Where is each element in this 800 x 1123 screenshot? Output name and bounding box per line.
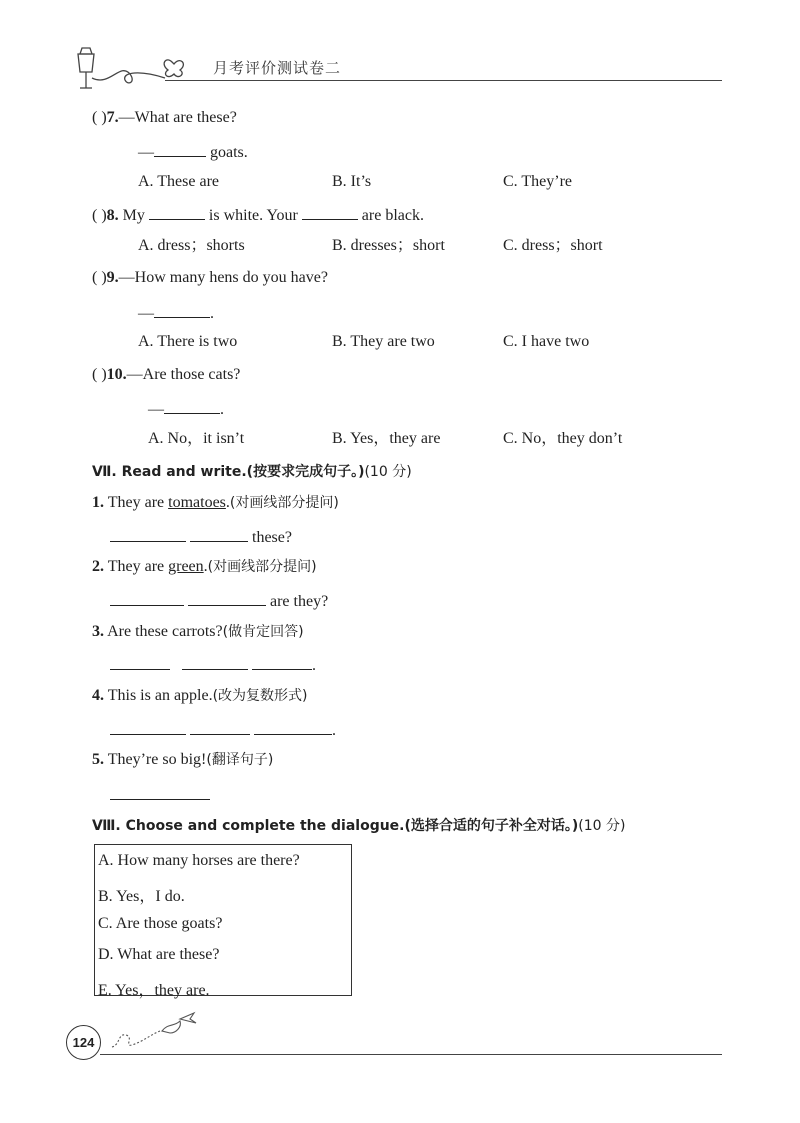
question-10-answer-line: — .: [148, 401, 224, 418]
q8-option-a[interactable]: A. dress；shorts: [138, 237, 245, 254]
dialogue-options-box: [94, 844, 352, 999]
question-number: 10.: [106, 366, 127, 383]
s7-item-3: 3. Are these carrots?(做肯定回答): [92, 623, 304, 640]
s7-item-4-answer: .: [110, 721, 336, 739]
section-7-heading: Ⅶ. Read and write.(按要求完成句子。)(10 分): [92, 464, 412, 480]
answer-blank[interactable]: [252, 656, 312, 670]
q9-option-c[interactable]: C. I have two: [503, 333, 590, 350]
answer-blank[interactable]: [149, 206, 205, 220]
answer-paren: ( ): [92, 366, 107, 383]
dialogue-option-a[interactable]: A. How many horses are there?: [98, 852, 300, 869]
question-7: [92, 110, 237, 126]
answer-blank[interactable]: [110, 786, 210, 800]
s7-item-2-answer: are they?: [110, 592, 328, 610]
header-divider: [165, 80, 722, 81]
section-8-heading: Ⅷ. Choose and complete the dialogue.(选择合适的句子补全对话。)(10 分): [92, 818, 626, 834]
s7-item-5: 5. They’re so big!(翻译句子): [92, 751, 274, 768]
question-9-answer-line: — .: [138, 305, 214, 322]
answer-blank[interactable]: [254, 721, 332, 735]
lamp-butterfly-decoration-icon: [70, 42, 220, 92]
answer-blank[interactable]: [154, 143, 206, 157]
answer-blank[interactable]: [188, 592, 266, 606]
dialogue-option-b[interactable]: B. Yes，I do.: [98, 888, 185, 905]
question-number: 8.: [106, 207, 119, 224]
q8-option-c[interactable]: C. dress；short: [503, 237, 603, 254]
answer-blank[interactable]: [110, 528, 186, 542]
answer-blank[interactable]: [154, 304, 210, 318]
s7-item-1: 1. They are tomatoes.(对画线部分提问): [92, 494, 339, 511]
s7-item-1-answer: these?: [110, 528, 292, 546]
q9-option-a[interactable]: A. There is two: [138, 333, 238, 350]
answer-paren: ( ): [92, 269, 107, 286]
question-7-answer-line: — goats.: [138, 144, 248, 161]
dialogue-option-d[interactable]: D. What are these?: [98, 946, 220, 963]
answer-paren: ( ): [92, 109, 107, 126]
question-text: —How many hens do you have?: [118, 269, 328, 286]
s7-item-2: 2. They are green.(对画线部分提问): [92, 558, 317, 575]
answer-blank[interactable]: [182, 656, 248, 670]
header-title: 月考评价测试卷二: [213, 59, 342, 77]
answer-blank[interactable]: [110, 656, 170, 670]
question-10: [92, 367, 240, 383]
q10-option-a[interactable]: A. No，it isn’t: [148, 430, 245, 447]
question-number: 7.: [106, 109, 119, 126]
answer-blank[interactable]: [190, 528, 248, 542]
answer-blank[interactable]: [110, 592, 184, 606]
dialogue-option-e[interactable]: E. Yes，they are.: [98, 982, 210, 999]
question-9: [92, 270, 328, 286]
footer-divider: [100, 1054, 722, 1055]
dialogue-option-c[interactable]: C. Are those goats?: [98, 915, 223, 932]
answer-paren: ( ): [92, 207, 107, 224]
q8-option-b[interactable]: B. dresses；short: [332, 237, 445, 254]
question-number: 9.: [106, 269, 119, 286]
bird-decoration-icon: [110, 1005, 210, 1050]
question-8: ( )8. My is white. Your are black.: [92, 207, 424, 224]
q7-option-b[interactable]: B. It’s: [332, 173, 372, 190]
q7-option-a[interactable]: A. These are: [138, 173, 219, 190]
s7-item-5-answer: [110, 786, 210, 804]
answer-blank[interactable]: [302, 206, 358, 220]
question-text: —Are those cats?: [126, 366, 241, 383]
answer-blank[interactable]: [190, 721, 250, 735]
q7-option-c[interactable]: C. They’re: [503, 173, 573, 190]
s7-item-3-answer: .: [110, 656, 316, 674]
s7-item-4: 4. This is an apple.(改为复数形式): [92, 687, 308, 704]
page-number: 124: [66, 1025, 101, 1060]
answer-blank[interactable]: [110, 721, 186, 735]
answer-blank[interactable]: [164, 400, 220, 414]
q9-option-b[interactable]: B. They are two: [332, 333, 435, 350]
question-text: —What are these?: [118, 109, 237, 126]
q10-option-c[interactable]: C. No，they don’t: [503, 430, 623, 447]
q10-option-b[interactable]: B. Yes，they are: [332, 430, 441, 447]
